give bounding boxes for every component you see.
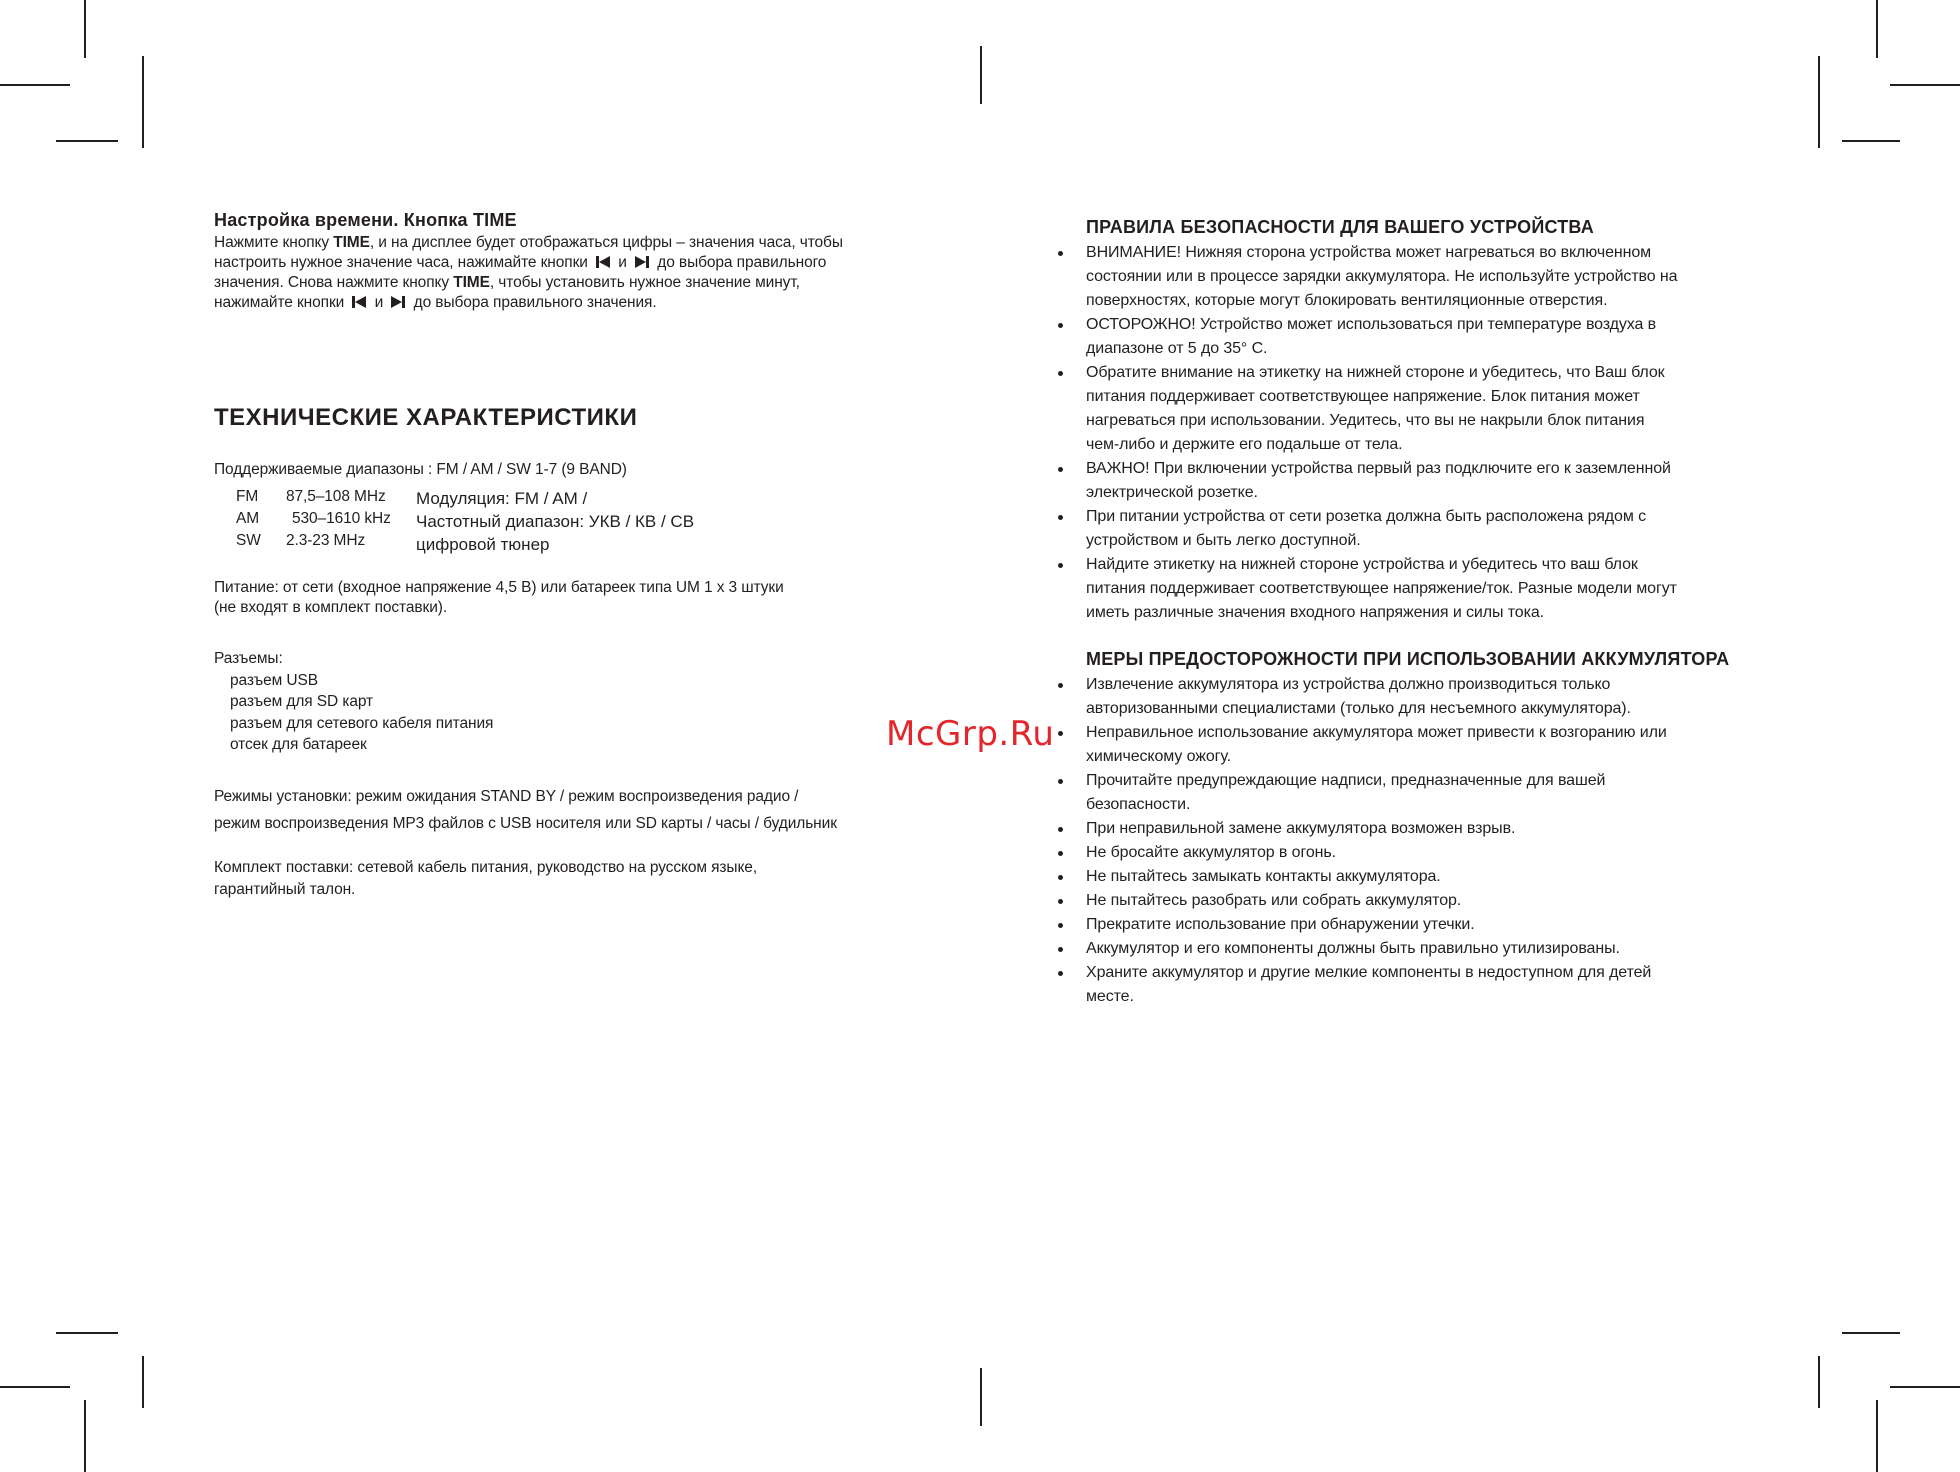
list-item: Храните аккумулятор и другие мелкие компоненты в недоступном для детей месте.: [1052, 961, 1772, 1009]
crop-mark: [0, 1386, 70, 1388]
list-item: При питании устройства от сети розетка должна быть расположена рядом с устройством и быть легко доступной.: [1052, 505, 1772, 553]
previous-track-icon: [596, 255, 610, 269]
crop-mark: [1842, 1332, 1900, 1334]
watermark: McGrp.Ru: [886, 714, 1055, 754]
list-item: ВАЖНО! При включении устройства первый раз подключите его к заземленной электрической розетке.: [1052, 457, 1772, 505]
crop-mark: [1818, 1356, 1820, 1408]
crop-mark: [980, 1368, 982, 1426]
safety-title: ПРАВИЛА БЕЗОПАСНОСТИ ДЛЯ ВАШЕГО УСТРОЙСТВА: [1086, 217, 1594, 237]
package-info: Комплект поставки: сетевой кабель питания, руководство на русском языке, гарантийный талон.: [214, 859, 758, 898]
band-table: [236, 487, 391, 551]
time-section-body: Нажмите кнопку TIME, и на дисплее будет отображаться цифры – значения часа, чтобы настроить нужное значение часа, нажимайте кнопки и до выбора правильного значения. Снова нажмите кнопку TIME, чтобы установить нужное значение минут, нажимайте кнопки и до выбора правильного значения.: [214, 234, 843, 311]
list-item: Не пытайтесь замыкать контакты аккумулятора.: [1052, 865, 1772, 889]
crop-mark: [980, 46, 982, 104]
list-item: Найдите этикетку на нижней стороне устройства и убедитесь что ваш блок питания поддерживает соответствующее напряжение/ток. Разные модели могут иметь различные значения входного напряжения и силы тока.: [1052, 553, 1772, 625]
list-item: При неправильной замене аккумулятора возможен взрыв.: [1052, 817, 1772, 841]
crop-mark: [1890, 84, 1960, 86]
crop-mark: [1890, 1386, 1960, 1388]
connectors-block: Разъемы: разъем USB разъем для SD карт разъем для сетевого кабеля питания отсек для батареек: [214, 650, 494, 753]
list-item: Прочитайте предупреждающие надписи, предназначенные для вашей безопасности.: [1052, 769, 1772, 817]
list-item: ВНИМАНИЕ! Нижняя сторона устройства может нагреваться во включенном состоянии или в процессе зарядки аккумулятора. Не используйте устройство на поверхностях, которые могут блокировать вентиляционные отверстия.: [1052, 241, 1772, 313]
list-item: Неправильное использование аккумулятора может привести к возгоранию или химическому ожогу.: [1052, 721, 1772, 769]
next-track-icon: [391, 295, 405, 309]
list-item: Не бросайте аккумулятор в огонь.: [1052, 841, 1772, 865]
crop-mark: [1842, 140, 1900, 142]
crop-mark: [1876, 0, 1878, 58]
battery-list: [1052, 673, 1772, 1009]
band-row: FM 87,5–108 MHz: [236, 488, 386, 505]
power-info: Питание: от сети (входное напряжение 4,5 В) или батареек типа UM 1 x 3 штуки (не входят в комплект поставки).: [214, 579, 784, 616]
safety-list: [1052, 241, 1772, 625]
list-item: Извлечение аккумулятора из устройства должно производиться только авторизованными специалистами (только для несъемного аккумулятора).: [1052, 673, 1772, 721]
specs-title: ТЕХНИЧЕСКИЕ ХАРАКТЕРИСТИКИ: [214, 404, 638, 431]
crop-mark: [142, 56, 144, 148]
modes-info: Режимы установки: режим ожидания STAND BY / режим воспроизведения радио / режим воспроизведения MP3 файлов с USB носителя или SD карты / часы / будильник: [214, 788, 837, 832]
crop-mark: [1818, 56, 1820, 148]
bands-intro: Поддерживаемые диапазоны : FM / AM / SW 1-7 (9 BAND): [214, 461, 627, 478]
time-section-title: Настройка времени. Кнопка TIME: [214, 210, 517, 230]
crop-mark: [84, 0, 86, 58]
list-item: Не пытайтесь разобрать или собрать аккумулятор.: [1052, 889, 1772, 913]
crop-mark: [1876, 1400, 1878, 1472]
crop-mark: [56, 1332, 118, 1334]
crop-mark: [56, 140, 118, 142]
crop-mark: [0, 84, 70, 86]
next-track-icon: [635, 255, 649, 269]
band-row: SW 2.3-23 MHz: [236, 532, 366, 549]
list-item: Аккумулятор и его компоненты должны быть правильно утилизированы.: [1052, 937, 1772, 961]
band-row: AM 530–1610 kHz: [236, 510, 391, 527]
list-item: Обратите внимание на этикетку на нижней стороне и убедитесь, что Ваш блок питания поддерживает соответствующее напряжение. Блок питания может нагреваться при использовании. Уедитесь, что вы не накрыли блок питания чем-либо и держите его подальше от тела.: [1052, 361, 1772, 457]
previous-track-icon: [352, 295, 366, 309]
crop-mark: [84, 1400, 86, 1472]
list-item: Прекратите использование при обнаружении утечки.: [1052, 913, 1772, 937]
crop-mark: [142, 1356, 144, 1408]
list-item: ОСТОРОЖНО! Устройство может использоваться при температуре воздуха в диапазоне от 5 до 35° С.: [1052, 313, 1772, 361]
modulation-block: Модуляция: FM / AM / Частотный диапазон: УКВ / КВ / СВ цифровой тюнер: [416, 489, 695, 554]
battery-title: МЕРЫ ПРЕДОСТОРОЖНОСТИ ПРИ ИСПОЛЬЗОВАНИИ АККУМУЛЯТОРА: [1086, 649, 1730, 669]
